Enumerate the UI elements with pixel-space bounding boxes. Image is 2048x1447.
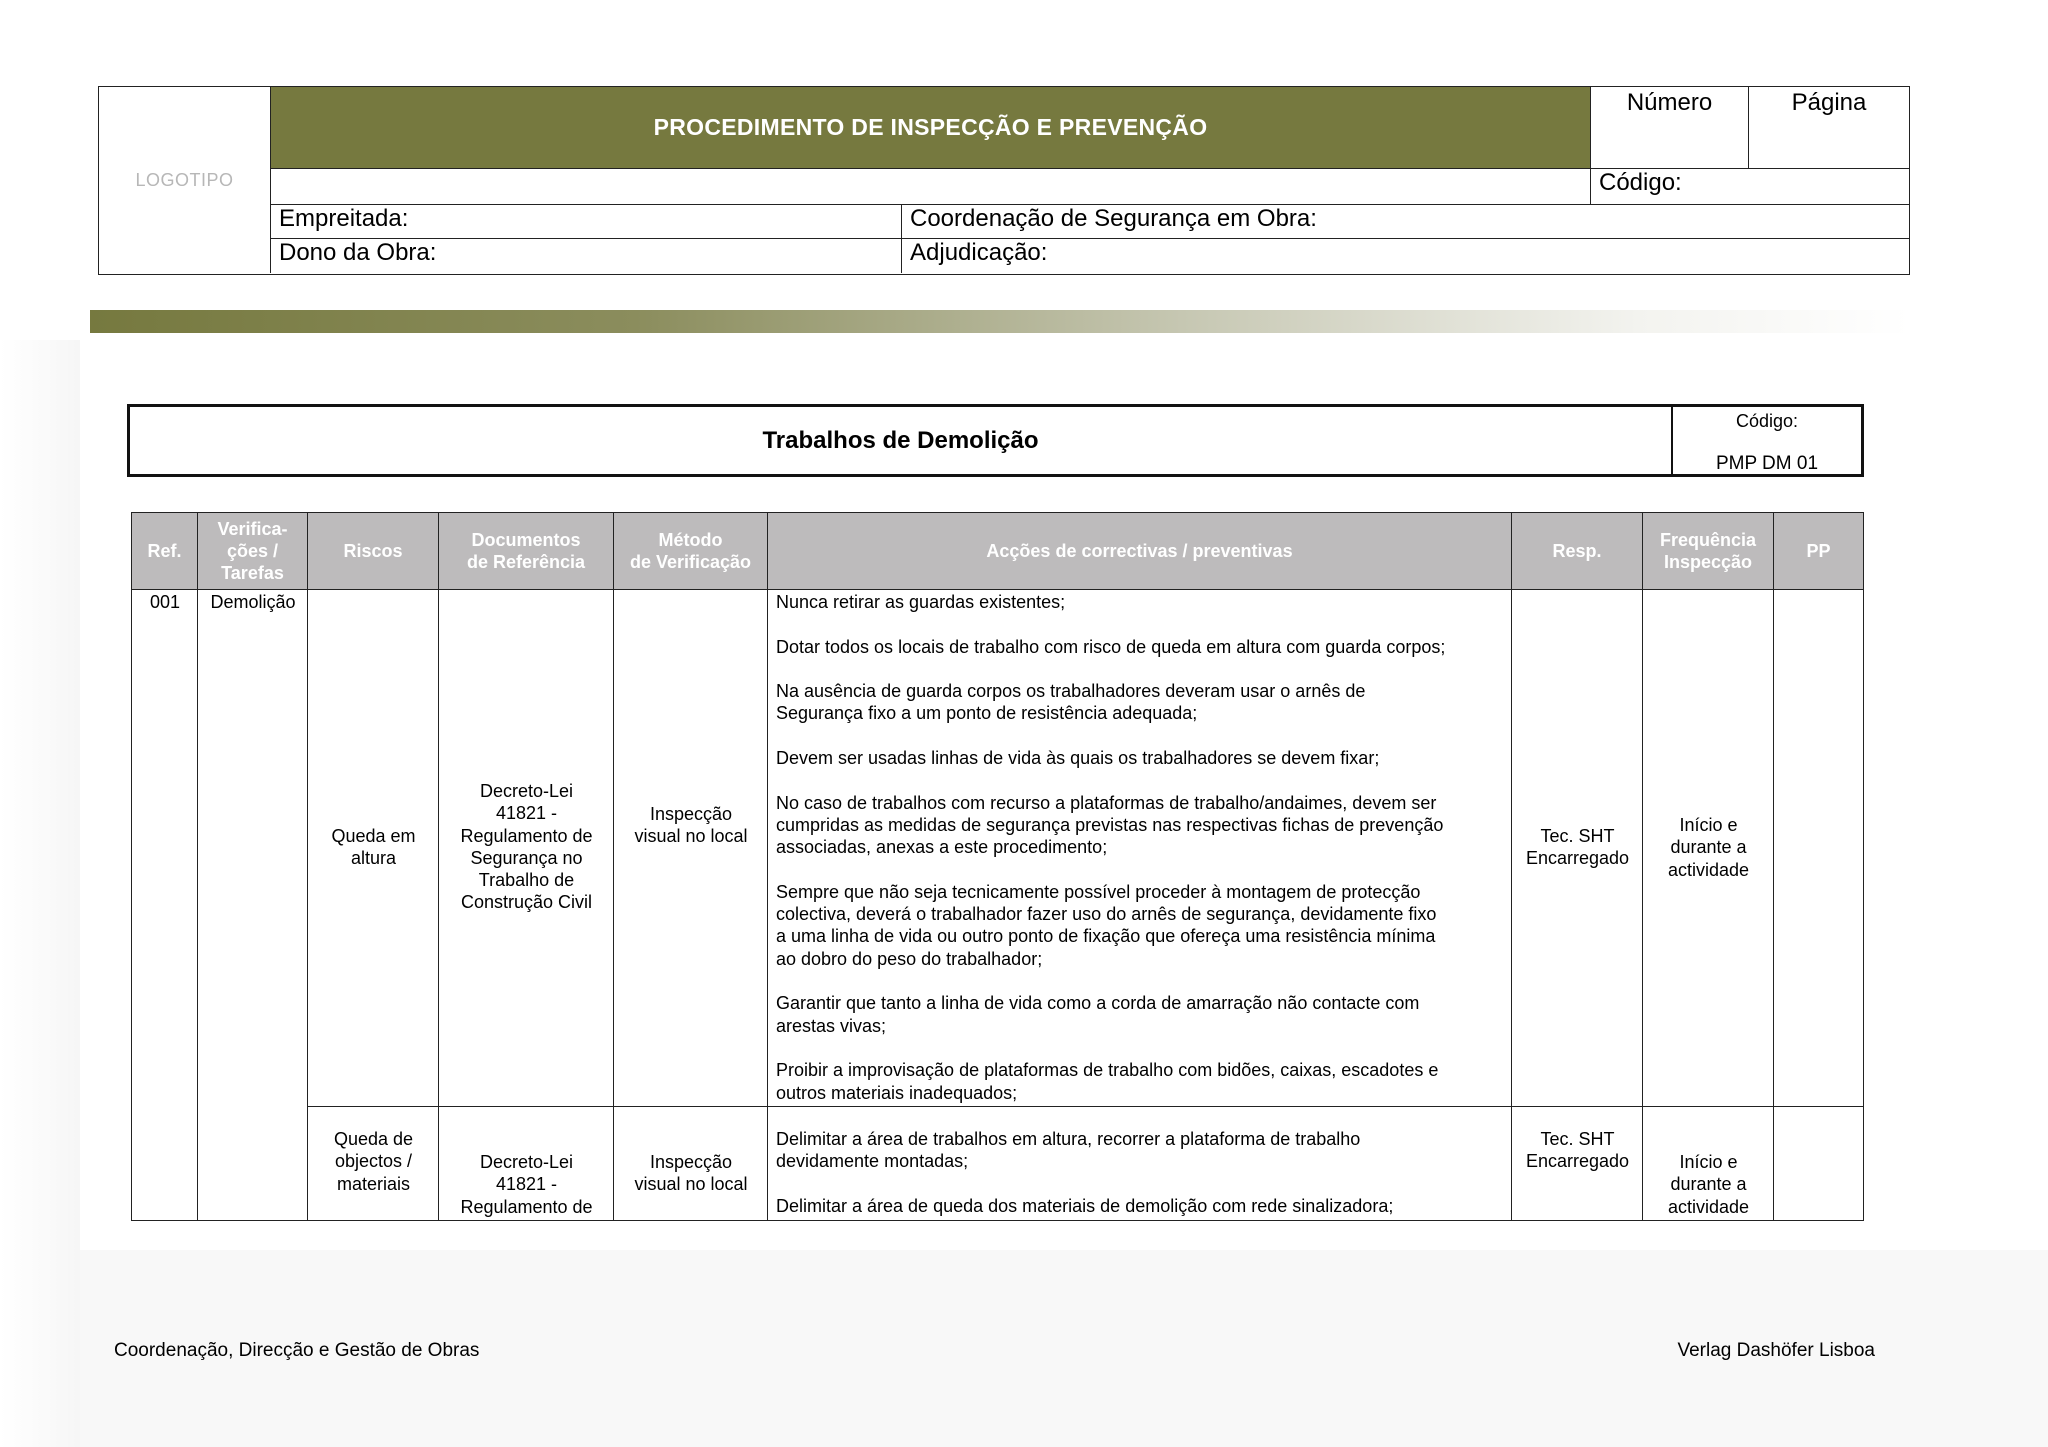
footer-left-text: Coordenação, Direcção e Gestão de Obras <box>114 1340 480 1361</box>
risk-cell: Queda em altura <box>331 826 416 869</box>
section-header <box>127 404 1864 477</box>
document-header <box>98 86 1910 275</box>
responsible-cell: Tec. SHT Encarregado <box>1525 826 1630 869</box>
verification-method-cell: Inspecção visual no local <box>634 804 748 847</box>
task-cell: Demolição <box>210 592 296 612</box>
section-code-label: Código: <box>1735 411 1799 431</box>
header-blank-cell <box>271 169 1591 205</box>
empreitada-label: Empreitada: <box>271 205 902 239</box>
frequency-cell: Início e durante a actividade <box>1667 1152 1750 1217</box>
row-divider <box>308 1106 1863 1107</box>
col-header-resp: Resp. <box>1512 513 1643 590</box>
grid-line <box>1773 590 1774 1220</box>
action-item: Devem ser usadas linhas de vida às quais os trabalhadores se devem fixar; <box>776 748 1380 769</box>
col-header-accoes: Acções de correctivas / preventivas <box>768 513 1512 590</box>
document-title: PROCEDIMENTO DE INSPECÇÃO E PREVENÇÃO <box>271 87 1591 169</box>
col-header-pp: PP <box>1774 513 1863 590</box>
grid-line <box>767 590 768 1220</box>
col-header-frequencia: Frequência Inspecção <box>1643 513 1774 590</box>
col-header-ref: Ref. <box>132 513 198 590</box>
numero-label: Número <box>1591 87 1749 169</box>
action-item: Sempre que não seja tecnicamente possível proceder à montagem de protecção colectiva, deverá o trabalhador fazer uso do arnês de segurança, devidamente fixo a uma linha de vida ou outro ponto de fixação que ofereça uma resistência mínima ao dobro do peso do trabalhador; <box>776 881 1437 969</box>
action-item: Na ausência de guarda corpos os trabalhadores deveram usar o arnês de Segurança fixo a um ponto de resistência adequada; <box>776 681 1366 724</box>
action-item: Nunca retirar as guardas existentes; <box>776 592 1066 612</box>
col-header-metodo: Método de Verificação <box>614 513 768 590</box>
actions-cell <box>776 1128 1508 1217</box>
actions-cell <box>776 591 1508 1104</box>
section-code-value: PMP DM 01 <box>1715 453 1819 474</box>
reference-document-cell: Decreto-Lei 41821 - Regulamento de Segurança no Trabalho de Construção Civil <box>460 781 593 913</box>
ref-cell: 001 <box>149 592 181 612</box>
action-item: Dotar todos os locais de trabalho com risco de queda em altura com guarda corpos; <box>776 636 1446 657</box>
dono-obra-label: Dono da Obra: <box>271 239 902 273</box>
reference-document-cell: Decreto-Lei 41821 - Regulamento de <box>460 1152 593 1217</box>
frequency-cell: Início e durante a actividade <box>1667 815 1750 880</box>
coordenacao-label: Coordenação de Segurança em Obra: <box>902 205 1909 239</box>
pagina-label: Página <box>1749 87 1909 169</box>
action-item: Proibir a improvisação de plataformas de trabalho com bidões, caixas, escadotes e outros materiais inadequados; <box>776 1060 1439 1103</box>
section-title: Trabalhos de Demolição <box>130 407 1673 474</box>
grid-line <box>1511 590 1512 1220</box>
grid-line <box>307 590 308 1220</box>
footer-right-text: Verlag Dashöfer Lisboa <box>1677 1340 1875 1361</box>
col-header-riscos: Riscos <box>308 513 439 590</box>
adjudicacao-label: Adjudicação: <box>910 239 1048 266</box>
logo-placeholder: LOGOTIPO <box>99 87 271 273</box>
decorative-gradient-bar <box>90 310 1910 333</box>
action-item: Garantir que tanto a linha de vida como a corda de amarração não contacte com arestas vivas; <box>776 993 1420 1036</box>
verification-method-cell: Inspecção visual no local <box>634 1152 748 1195</box>
grid-line <box>1642 590 1643 1220</box>
codigo-label: Código: <box>1591 169 1909 205</box>
page-shadow-left <box>0 340 80 1447</box>
grid-line <box>197 590 198 1220</box>
inspection-table <box>131 512 1864 1221</box>
action-item: Delimitar a área de trabalhos em altura, recorrer a plataforma de trabalho devidamente montadas; <box>776 1129 1361 1172</box>
responsible-cell: Tec. SHT Encarregado <box>1525 1129 1630 1172</box>
action-item: No caso de trabalhos com recurso a plataformas de trabalho/andaimes, devem ser cumpridas as medidas de segurança previstas nas respectivas fichas de prevenção associadas, anexas a este procedimento; <box>776 792 1444 858</box>
action-item: Delimitar a área de queda dos materiais de demolição com rede sinalizadora; <box>776 1195 1394 1216</box>
col-header-documentos: Documentos de Referência <box>439 513 614 590</box>
risk-cell: Queda de objectos / materiais <box>333 1129 414 1194</box>
col-header-verificacoes: Verifica- ções / Tarefas <box>198 513 308 590</box>
